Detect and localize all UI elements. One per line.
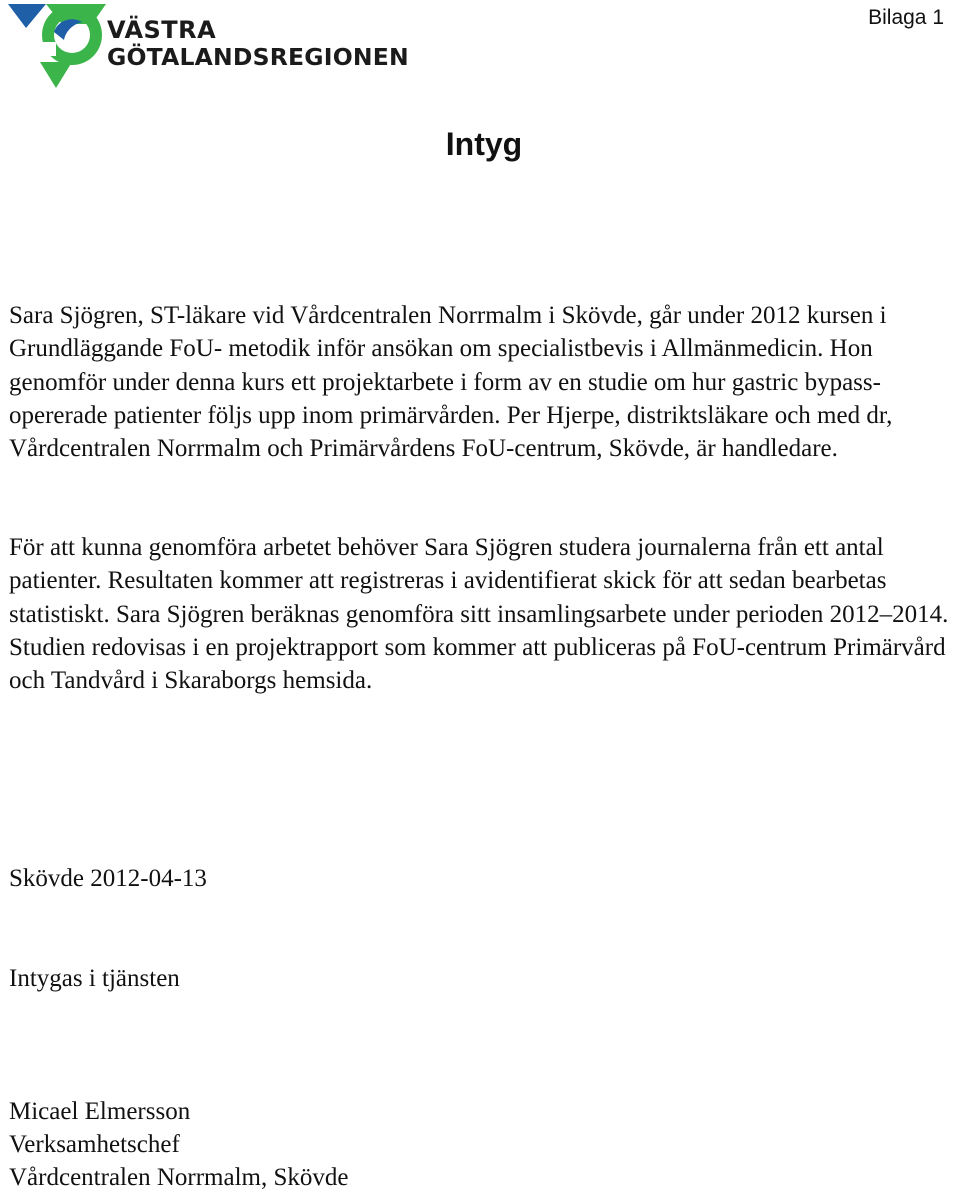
signatory-name: Micael Elmersson <box>9 1098 191 1125</box>
logo-text-line2: GÖTALANDSREGIONEN <box>107 43 409 71</box>
vgr-logo <box>6 2 436 90</box>
place-date: Skövde 2012-04-13 <box>9 865 207 892</box>
paragraph-intro: Sara Sjögren, ST-läkare vid Vårdcentralen Norrmalm i Skövde, går under 2012 kursen i Grundläggande FoU- metodik inför ansökan om specialistbevis i Allmänmedicin. Hon genomför under denna kurs ett projektarbete i form av en studie om hur gastric bypass-opererade patienter följs upp inom primärvården. Per Hjerpe, distriktsläkare och med dr, Vårdcentralen Norrmalm och Primärvårdens FoU-centrum, Skövde, är handledare. <box>9 302 893 463</box>
signatory-organization: Vårdcentralen Norrmalm, Skövde <box>9 1164 349 1191</box>
paragraph-method: För att kunna genomföra arbetet behöver Sara Sjögren studera journalerna från ett antal patienter. Resultaten kommer att registreras i avidentifierat skick för att sedan bearbetas statistiskt. Sara Sjögren beräknas genomföra sitt insamlingsarbete under perioden 2012–2014. Studien redovisas i en projektrapport som kommer att publiceras på FoU-centrum Primärvård och Tandvård i Skaraborgs hemsida. <box>9 534 949 695</box>
signature-block <box>9 1095 348 1194</box>
logo-text-line1: VÄSTRA <box>107 16 217 44</box>
vgr-logo-mark-icon <box>6 2 110 90</box>
attestation-text: Intygas i tjänsten <box>9 965 180 992</box>
document-title: Intyg <box>445 126 523 162</box>
signatory-role: Verksamhetschef <box>9 1131 180 1158</box>
appendix-label: Bilaga 1 <box>868 6 944 29</box>
